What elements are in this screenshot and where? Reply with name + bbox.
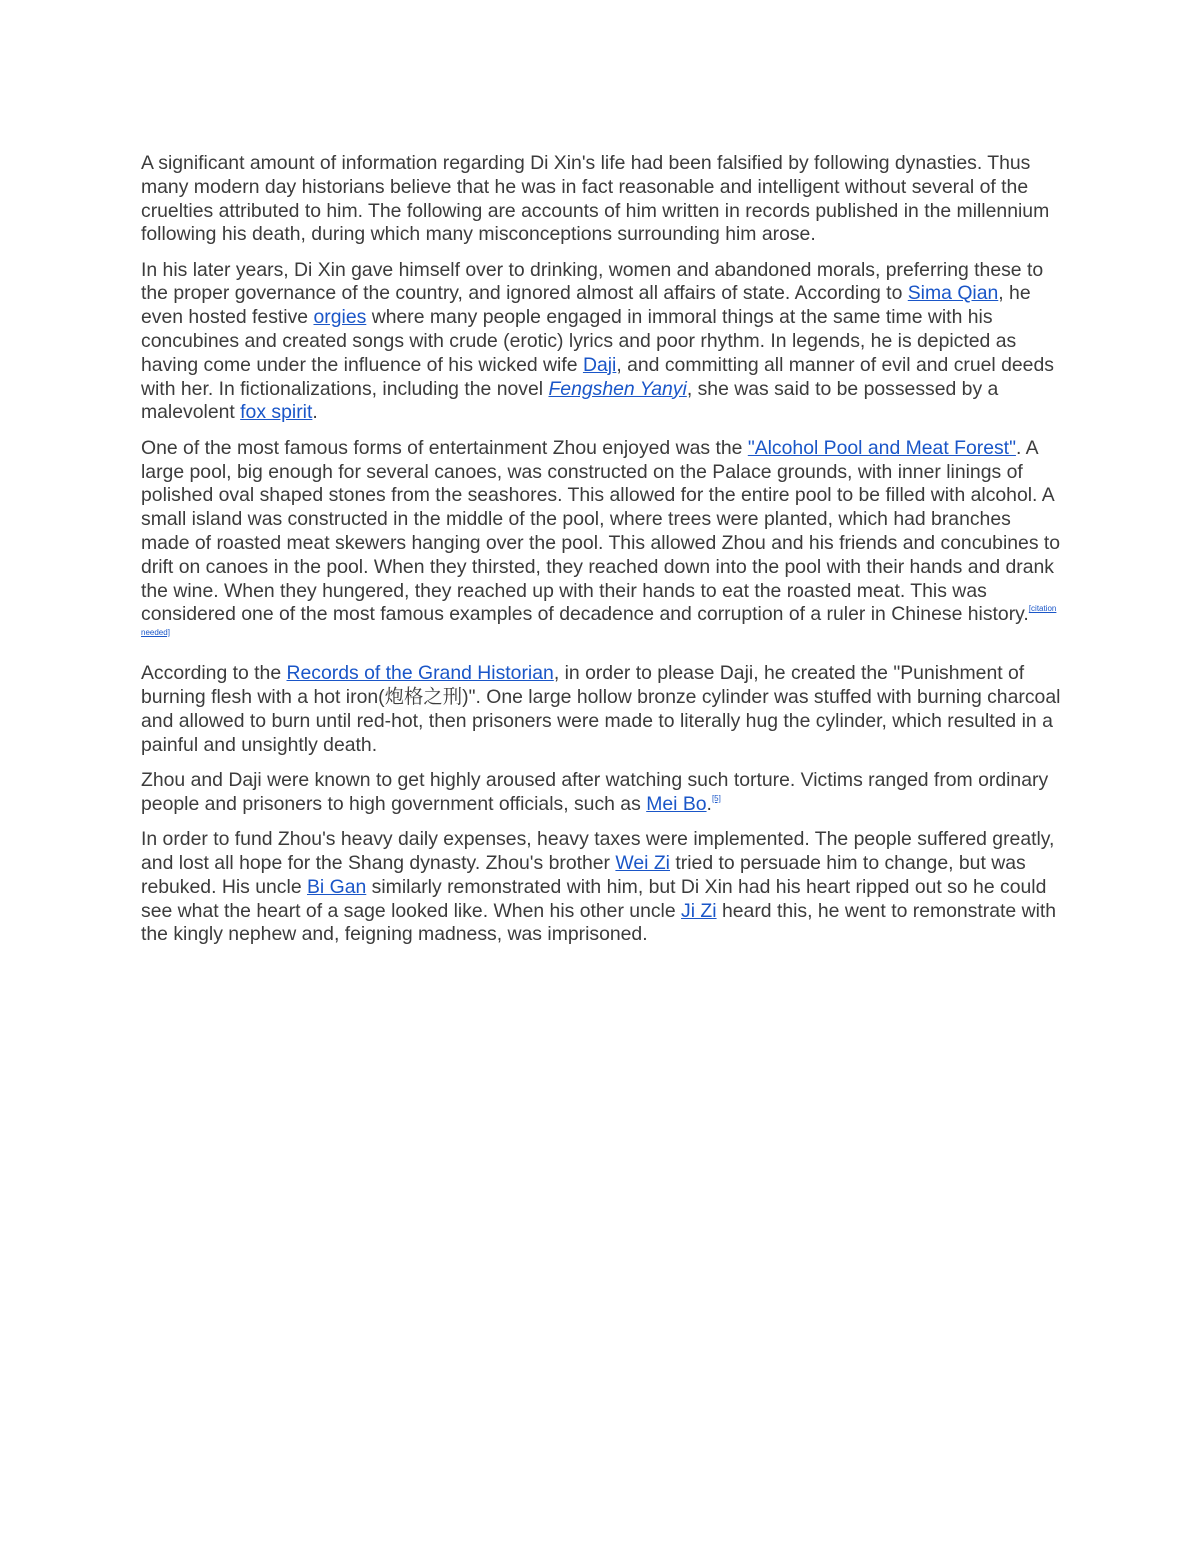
paragraph-text: heard this, he went to remonstrate with the kingly nephew and, feigning madness, was imprisoned. [141,899,1057,946]
paragraph-text: , she was said to be possessed by a malevolent [141,377,999,424]
citation-needed-link[interactable]: [citation needed] [141,604,1057,638]
paragraph-text: where many people engaged in immoral things at the same time with his concubines and created songs with crude (erotic) lyrics and poor rhythm. In legends, he is depicted as having come under the influence of his wicked wife [141,306,1017,376]
link-daji[interactable]: Daji [582,353,617,376]
document-page [141,152,1061,959]
paragraph-text: One of the most famous forms of entertainment Zhou enjoyed was the [141,436,748,459]
link-wei-zi[interactable]: Wei Zi [615,852,670,875]
reference-5-link[interactable]: [5] [711,793,721,803]
paragraph-alcohol-pool [141,437,1061,651]
link-fox-spirit[interactable]: fox spirit [240,401,313,424]
paragraph-victims [141,769,1061,817]
paragraph-text: . A large pool, big enough for several canoes, was constructed on the Palace grounds, with inner linings of polished oval shaped stones from the seashores. This allowed for the entire pool to be filled with alcohol. A small island was constructed in the middle of the pool, where trees were planted, which had branches made of roasted meat skewers hanging over the pool. This allowed Zhou and his friends and concubines to drift on canoes in the pool. When they thirsted, they reached down into the pool with their hands and drank the wine. When they hungered, they reached up with their hands to eat the roasted meat. This was considered one of the most famous examples of decadence and corruption of a ruler in Chinese history. [141,436,1061,626]
paragraph-text: Zhou and Daji were known to get highly aroused after watching such torture. Victims ranged from ordinary people and prisoners to high government officials, such as [141,769,1049,815]
paragraph-punishment [141,662,1061,757]
paragraph-text: , in order to please Daji, he created the "Punishment of burning flesh with a hot iron(炮格之刑)". One large hollow bronze cylinder was stuffed with burning charcoal and allowed to burn until red-hot, then prisoners were made to literally hug the cylinder, which resulted in a painful and unsightly death. [141,662,1061,756]
paragraph-text: In his later years, Di Xin gave himself over to drinking, women and abandoned morals, preferring these to the proper governance of the country, and ignored almost all affairs of state. According to [141,258,1044,305]
paragraph-text: similarly remonstrated with him, but Di Xin had his heart ripped out so he could see what the heart of a sage looked like. When his other uncle [141,875,1047,922]
paragraph-text: In order to fund Zhou's heavy daily expenses, heavy taxes were implemented. The people suffered greatly, and lost all hope for the Shang dynasty. Zhou's brother [141,828,1055,875]
link-bi-gan[interactable]: Bi Gan [307,875,367,898]
paragraph-text: . [706,792,712,815]
paragraph-text: , and committing all manner of evil and cruel deeds with her. In fictionalizations, including the novel [141,353,1054,400]
link-mei-bo[interactable]: Mei Bo [646,792,707,815]
paragraph-text: , he even hosted festive [141,282,1031,329]
paragraph-text: . [312,401,318,424]
link-sima-qian[interactable]: Sima Qian [907,282,999,305]
link-fengshen-yanyi[interactable]: Fengshen Yanyi [548,377,687,400]
paragraph-later-years [141,259,1061,426]
paragraph-text: tried to persuade him to change, but was rebuked. His uncle [141,852,1026,898]
link-ji-zi[interactable]: Ji Zi [681,899,717,922]
link-orgies[interactable]: orgies [313,306,367,329]
paragraph-taxes [141,828,1061,947]
paragraph-text: A significant amount of information regarding Di Xin's life had been falsified by following dynasties. Thus many modern day historians believe that he was in fact reasonable and intelligent without several of the cruelties attributed to him. The following are accounts of him written in records published in the millennium following his death, during which many misconceptions surrounding him arose. [141,152,1050,246]
link-records-grand-historian[interactable]: Records of the Grand Historian [286,662,554,685]
paragraph-text: According to the [141,662,287,685]
paragraph-intro [141,152,1061,247]
link-alcohol-pool-meat-forest[interactable]: "Alcohol Pool and Meat Forest" [747,436,1016,459]
